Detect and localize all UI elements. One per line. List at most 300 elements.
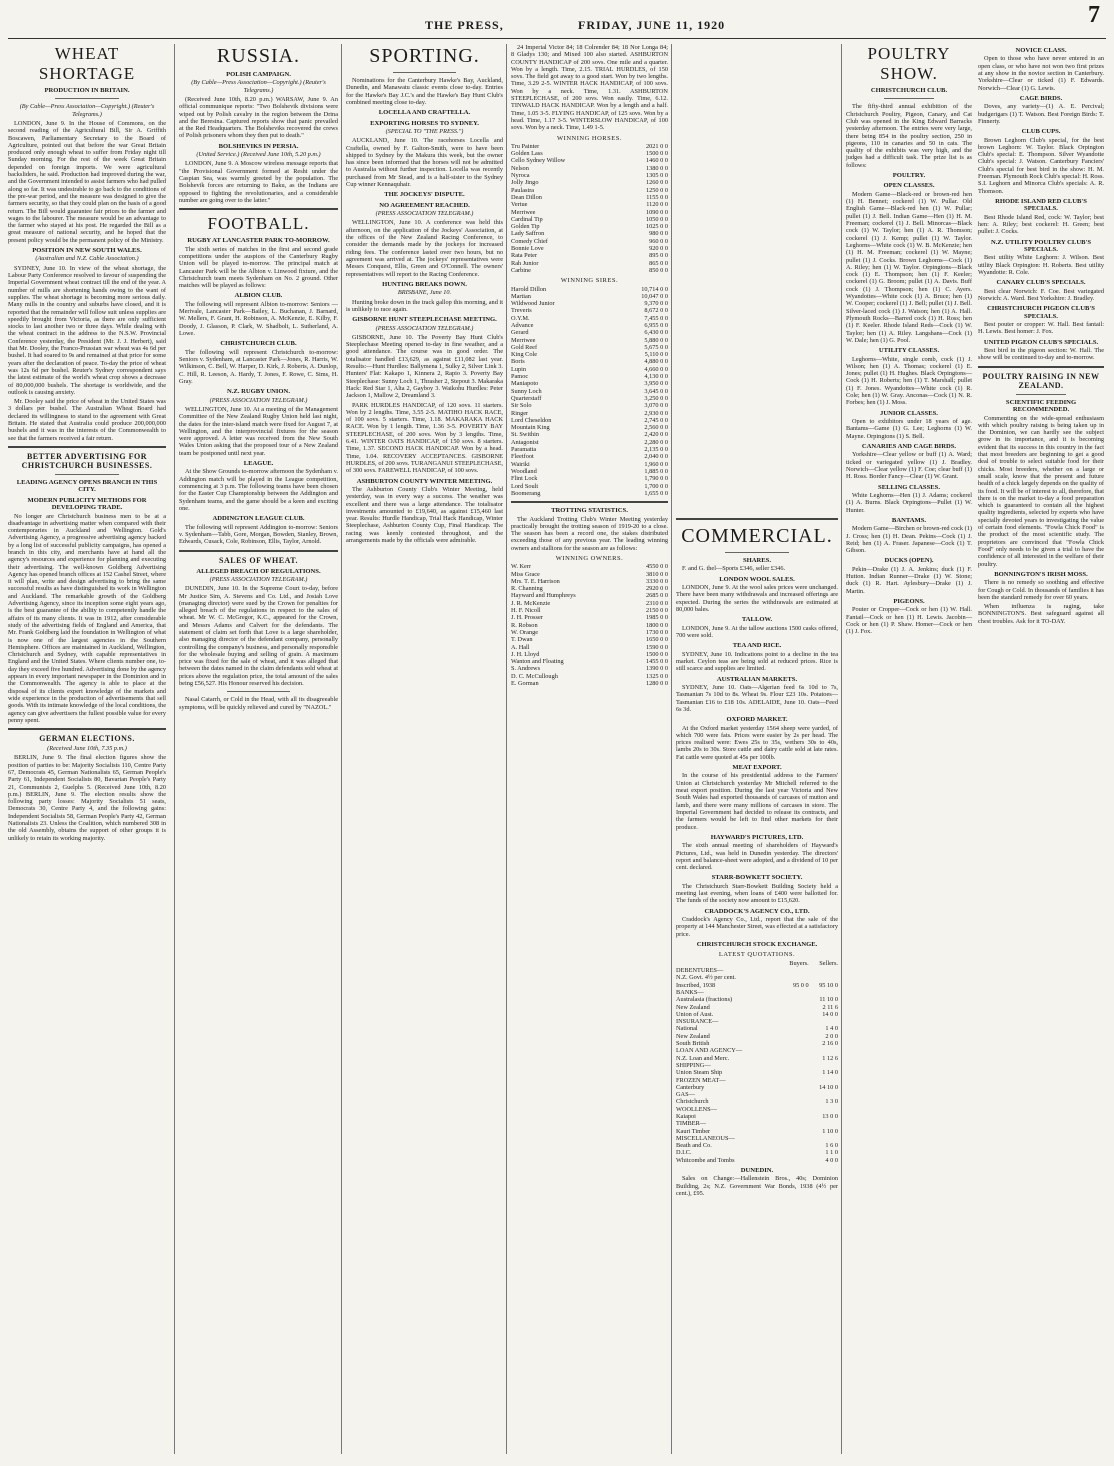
cage-birds-heading: CAGE BIRDS. <box>1019 94 1063 102</box>
sire-row <box>511 366 668 373</box>
selling-results: White Leghorns—Hen (1) J. Adams; cockerel (1) A. Burns. Black Orpingtons—Pullet (1) W. Hunter. <box>846 491 972 514</box>
horse-row <box>511 201 668 208</box>
column-2 <box>174 44 338 1454</box>
sire-row <box>511 344 668 351</box>
winning-owners-title: WINNING OWNERS. <box>555 555 624 562</box>
page-number: 7 <box>1088 2 1101 28</box>
exchange-row-label: DEBENTURES— <box>676 967 724 975</box>
masthead-rule <box>8 38 1106 39</box>
sire-row-value: 6,955 0 0 <box>644 321 668 329</box>
horse-row-label: Bonnie Love <box>511 245 544 253</box>
horse-row-label: Golden Lass <box>511 150 543 158</box>
horse-row-value: 1380 0 0 <box>645 164 668 172</box>
horse-row-label: Rata Peter <box>511 252 538 260</box>
owner-row-label: Mrs. T. E. Harrison <box>511 577 560 585</box>
poultry-intro: The fifty-third annual exhibition of the Christchurch Poultry, Pigeon, Canary, and Cat Club was opened in the King Edward Barracks yesterday afternoon. The entries were very large, there being 854 in the poultry section, 250 in pigeons, 110 in canaries and 50 in cats. The quality of the exhibits was very high, and the judges had a difficult task. The prize list is as follows: <box>846 103 972 169</box>
exchange-row-label: WOOLLENS— <box>676 1105 717 1113</box>
sire-row-label: Martian <box>511 292 531 300</box>
tea-body: SYDNEY, June 10. Indications point to a decline in the tea market. Ceylon teas are being sold at reduced prices. Rice is still scarce and supplies are limited. <box>676 650 838 673</box>
exchange-row-value <box>809 1047 838 1054</box>
exchange-row-value: 1 14 0 <box>822 1069 838 1077</box>
hunting-heading: HUNTING BREAKS DOWN. <box>382 280 467 288</box>
exchange-row-value <box>779 1047 809 1054</box>
owner-row-label: J. H. Prosser <box>511 614 543 622</box>
russia-headline: RUSSIA. <box>216 45 301 67</box>
hunting-credit: BRISBANE, June 10. <box>397 289 452 297</box>
exchange-row-value <box>779 1157 809 1164</box>
winning-horses-table <box>511 143 668 274</box>
sire-row <box>511 380 668 387</box>
exchange-row-value <box>809 1018 838 1025</box>
exchange-table <box>676 960 838 1164</box>
exchange-row <box>676 996 838 1003</box>
owner-row-value: 3330 0 0 <box>645 577 668 585</box>
owner-row <box>511 636 668 643</box>
horse-row <box>511 238 668 245</box>
novice-heading: NOVICE CLASS. <box>1015 47 1067 54</box>
wool-body: LONDON, June 9. At the wool sales prices were unchanged. There have been many withdrawals and increased offerings are expected. During the series the withdrawals are estimated at 80,000 bales. <box>676 584 838 613</box>
union-heading: N.Z. RUGBY UNION. <box>227 388 290 396</box>
exchange-row-label: South British <box>676 1040 710 1048</box>
exchange-row-value <box>779 1084 809 1091</box>
owner-row <box>511 571 668 578</box>
sire-row <box>511 475 668 482</box>
exchange-row-value <box>779 1135 809 1142</box>
exchange-row-value: 1 3 0 <box>825 1098 838 1106</box>
sire-row <box>511 402 668 409</box>
jockeys-body: WELLINGTON, June 10. A conference was held this afternoon, on the application of the Jockeys' Association, at the offices of the New Zealand Racing Conference, to consider the demands made by the jockeys for increased riding fees. The conference lasted over two hours, but no agreement was arrived at. The jockeys' representatives were Messrs Conquest, Ellis, Green and O'Connell. The owners' representatives will report to the Racing Conference. <box>346 219 503 278</box>
horse-row-value: 1050 0 0 <box>645 215 668 223</box>
owner-row-value: 1590 0 0 <box>645 643 668 651</box>
divider <box>179 550 338 552</box>
owner-row <box>511 607 668 614</box>
owner-row <box>511 563 668 570</box>
sire-row-label: Treveris <box>511 307 532 315</box>
australian-markets-heading: AUSTRALIAN MARKETS. <box>716 675 798 683</box>
sporting-intro: Nominations for the Canterbury Hawke's Bay, Auckland, Dunedin, and Manawatu classic events close to-day. Entries for the Hawke's Bay J.C.'s and the Hawke's Bay Hunt Club's combined meeting close to-day. <box>346 77 503 106</box>
irish-moss-heading: BONNINGTON'S IRISH MOSS. <box>994 570 1088 578</box>
sales-headline: SALES OF WHEAT. <box>219 555 298 565</box>
trotting-stats-body: The Auckland Trotting Club's Winter Meeting yesterday practically brought the trotting season of 1919-20 to a close. The season has been a record one, the stakes distributed exceeding those of any previous year. The leading winning owners and stallions for the season are as follows: <box>511 515 668 552</box>
horse-row-label: Nyroca <box>511 172 530 180</box>
exchange-row-value <box>809 1062 838 1069</box>
sire-row <box>511 461 668 468</box>
commercial-headline: COMMERCIAL. <box>681 525 833 547</box>
exchange-row-label: MISCELLANEOUS— <box>676 1134 735 1142</box>
league-heading: LEAGUE. <box>243 460 274 468</box>
sire-row-value: 1,885 0 0 <box>644 467 668 475</box>
sire-row-label: Wildwood Junior <box>511 300 555 308</box>
sire-row-label: Boomerang <box>511 489 541 497</box>
horse-row-value: 1305 0 0 <box>645 172 668 180</box>
sire-row-value: 2,560 0 0 <box>644 424 668 432</box>
sire-row-label: Lupin <box>511 365 527 373</box>
sire-row-value: 4,130 0 0 <box>644 373 668 381</box>
horse-row-label: Vertue <box>511 201 528 209</box>
winning-sires-table <box>511 286 668 498</box>
chch-body: The following will represent Christchurch to-morrow: Seniors v. Sydenham, at Lancaster Park—Jones, R. Harris, W. Wilkinson, C. Bell, W. Harper, D. Kirk, J. Roberts, A. Dunlop, C. Hill, R. Leeson, A. Hardy, T. Jones, F. Rowe, C. Sims, H. Gray. <box>179 348 338 385</box>
poultry-subcolumn-left <box>846 44 972 638</box>
nsw-headline: POSITION IN NEW SOUTH WALES. <box>32 247 142 255</box>
exchange-row <box>676 1106 838 1113</box>
sire-row-value: 7,455 0 0 <box>644 314 668 322</box>
owner-row <box>511 585 668 592</box>
owner-row-label: Miss Grace <box>511 570 540 578</box>
sire-row-label: Maniapoto <box>511 380 539 388</box>
sire-row <box>511 293 668 300</box>
exchange-row-value: 2 16 0 <box>822 1040 838 1048</box>
sire-row-value: 2,040 0 0 <box>644 453 668 461</box>
poultry-results: Modern Game—Black-red or brown-red hen (1) H. Bennet; cockerel (1) W. Pullar. Old English Game—Black-red hen (1) W. Pullar; pullet (1) J. Bell. Indian Game—Hen (1) H. M. Freeman; cockerel (1) J. Bell. Minorcas—Black cock (1) W. Taylor; hen (1) A. R. Thomson; cockerel (1) J. Kemp; pullet (1) W. Taylor. Leghorns—White cock (1) W. B. McKenzie; hen (1) H. M. Freeman; cockerel (1) W. Mayne; pullet (1) J. Cocks. Brown Leghorns—Cock (1) A. Riley; hen (1) W. Taylor. Orpingtons—Black cock (1) E. Thompson; hen (1) F. Keeler; cockerel (1) G. Broom; pullet (1) A. Davis. Buff cock (1) J. Thompson; hen (1) C. Ayers. Wyandottes—White cock (1) A. Bruce; hen (1) W. Cooper; cockerel (1) J. Bell; pullet (1) J. Bell. Silver-laced cock (1) J. Watson; hen (1) A. Hall. Plymouth Rocks—Barred cock (1) H. Ross; hen (1) F. Keeler. Rhode Island Reds—Cock (1) W. Taylor; hen (1) A. Riley. Langshans—Cock (1) W. Dale; hen (1) G. Pool. <box>846 190 972 344</box>
divider <box>179 208 338 210</box>
canary-club-results: Best clear Norwich: F. Coe. Best variegated Norwich: A. Ward. Best Yorkshire: J. Bradley. <box>978 287 1104 303</box>
hunting-body: Hunting broke down in the track gallop this morning, and it is unlikely to race again. <box>346 298 503 313</box>
exchange-row-value <box>779 1004 809 1011</box>
exchange-row <box>676 1062 838 1069</box>
nazol-advert: Nasal Catarrh, or Cold in the Head, with all its disagreeable symptoms, will be quickly relieved and cured by "NAZOL." <box>179 696 338 711</box>
sire-row-value: 2,135 0 0 <box>644 446 668 454</box>
owner-row <box>511 665 668 672</box>
addington-body: The following will represent Addington to-morrow: Seniors v. Sydenham—Tabb, Gore, Morgan, Bowden, Stanley, Brown, Edwards, Cusack, Cole, Robinson, Ellis, Taylor, Arnold. <box>179 523 338 546</box>
owner-row-value: 1650 0 0 <box>645 636 668 644</box>
horse-row-value: 895 0 0 <box>649 252 668 260</box>
poultry-section-heading: POULTRY. <box>892 172 926 180</box>
horse-row-label: Nelson <box>511 164 529 172</box>
owner-row-label: R. Robson <box>511 621 538 629</box>
exchange-row-value <box>779 996 809 1003</box>
exchange-row <box>676 1149 838 1156</box>
exchange-row <box>676 1098 838 1105</box>
exchange-row-value: 1 1 0 <box>825 1149 838 1157</box>
albion-body: The following will represent Albion to-morrow: Seniors — Merivale, Lancaster Park—Bailey, L. Buchanan, J. Barnard, W. Mellers, F. Grant, H. Robinson, A. McKenzie, E. Kilby, F. Doody, J. Glasson, P. Clark, W. Shadbolt, L. Sutherland, A. Lowe. <box>179 300 338 338</box>
sire-row-label: Sir Solo <box>511 402 532 410</box>
ashburton-heading: ASHBURTON COUNTY WINTER MEETING. <box>356 477 493 485</box>
owner-row-value: 1730 0 0 <box>645 628 668 636</box>
owner-row-value: 4550 0 0 <box>645 563 668 571</box>
exchange-col-buyers: Buyers. <box>789 959 809 967</box>
exchange-row <box>676 1128 838 1135</box>
sire-row <box>511 395 668 402</box>
exchange-row-label: D.I.C. <box>676 1149 692 1157</box>
russia-body: (Received June 10th, 8.20 p.m.) WARSAW, June 9. An official communique reports: "Two Bolshevik divisions were wiped out by Polish cavalry in the region between the Drina and the Beresina. Captured reports show that panic prevailed at the Red Headquarters. The Bolsheviks recovered the crews of Polish prisoners whom they then put to death." <box>179 96 338 140</box>
sire-row <box>511 446 668 453</box>
meat-heading: MEAT EXPORT. <box>732 764 782 772</box>
masthead <box>0 0 1114 40</box>
exchange-row-value <box>809 1077 838 1084</box>
tallow-body: LONDON, June 9. At the tallow auctions 1500 casks offered, 700 were sold. <box>676 624 838 639</box>
horse-row-label: Jolly Jingo <box>511 179 539 187</box>
exchange-row-label: TIMBER— <box>676 1120 707 1128</box>
pigeon-club-results: Best pouter or cropper: W. Hall. Best fantail: H. Lewis. Best homer: J. Fox. <box>978 321 1104 336</box>
winning-sires-title: WINNING SIRES. <box>560 277 619 285</box>
exchange-row-value <box>779 1018 809 1025</box>
horse-row-label: Paulastra <box>511 186 535 194</box>
horse-row-label: Comedy Chief <box>511 237 548 245</box>
sire-row-label: Gerard <box>511 329 529 337</box>
exchange-row-label: LOAN AND AGENCY— <box>676 1047 743 1055</box>
sire-row-value: 2,420 0 0 <box>644 431 668 439</box>
owner-row-value: 2920 0 0 <box>645 585 668 593</box>
exchange-row-value <box>779 1149 809 1156</box>
owner-row <box>511 592 668 599</box>
canary-club-heading: CANARY CLUB'S SPECIALS. <box>996 279 1086 287</box>
raising-headline: POULTRY RAISING IN NEW ZEALAND. <box>982 371 1100 390</box>
sire-row-value: 6,430 0 0 <box>644 329 668 337</box>
column-3 <box>341 44 503 1454</box>
sire-row-label: Advance <box>511 321 534 329</box>
open-classes-heading: OPEN CLASSES. <box>883 182 935 190</box>
sire-row-label: St. Swithin <box>511 431 539 439</box>
horse-row-label: Merriwee <box>511 208 536 216</box>
exchange-row-label: Canterbury <box>676 1083 705 1091</box>
exchange-row-label: Kauri Timber <box>676 1127 711 1135</box>
sire-row-value: 5,880 0 0 <box>644 336 668 344</box>
exchange-row-value <box>779 1142 809 1149</box>
horse-row-label: Lady Saffron <box>511 230 545 238</box>
owner-row <box>511 673 668 680</box>
canaries-results: Yorkshire—Clear yellow or buff (1) A. Ward; ticked or variegated yellow (1) J. Bradley. Norwich—Clear yellow (1) F. Coe; clear buff (1) H. Ross. Border Fancy—Clear (1) W. Grant. <box>846 451 972 481</box>
sire-row <box>511 483 668 490</box>
column-4 <box>506 44 668 1454</box>
exchange-row-label: Christchurch <box>676 1098 709 1106</box>
exchange-row-value: 11 10 0 <box>819 996 838 1004</box>
owner-row-value: 1280 0 0 <box>645 680 668 688</box>
owner-row-label: Wanton and Floating <box>511 658 564 666</box>
ducks-results: Pekin—Drake (1) J. A. Jenkins; duck (1) F. Hutton. Indian Runner—Drake (1) W. Stone; duck (1) R. Hart. Aylesbury—Drake (1) J. Martin. <box>846 565 972 595</box>
exchange-row <box>676 1157 838 1164</box>
addington-heading: ADDINGTON LEAGUE CLUB. <box>212 515 305 523</box>
sire-row-value: 1,700 0 0 <box>644 482 668 490</box>
sire-row-label: Pamoc <box>511 373 529 381</box>
sire-row <box>511 417 668 424</box>
exchange-row <box>676 1055 838 1062</box>
owner-row-value: 2685 0 0 <box>645 592 668 600</box>
irish-moss-end: When influenza is raging, take BONNINGTON'S. Best safeguard against all chest troubles. Ask for it TO-DAY. <box>978 603 1104 625</box>
exchange-row-value <box>809 989 838 996</box>
exchange-row-label: Beath and Co. <box>676 1142 712 1150</box>
column-5 <box>671 44 838 1454</box>
sire-row <box>511 439 668 446</box>
exchange-row-label: BANKS— <box>676 988 704 996</box>
australian-markets-body: SYDNEY, June 10. Oats—Algerian feed 6s 10d to 7s, Tasmanian 7s 10d to 8s. Wheat 9s. Flour £23 10s. Potatoes—Tasmanian £16 to £18 10s. ADELAIDE, June 10. Oats—Feed 6s 3d. <box>676 684 838 713</box>
horse-row <box>511 150 668 157</box>
exchange-row <box>676 1033 838 1040</box>
utility-heading: UTILITY CLASSES. <box>878 347 940 355</box>
poultry-subcolumn-right <box>978 44 1104 627</box>
exchange-row-label: Union Steam Ship <box>676 1069 723 1077</box>
horse-row-value: 1260 0 0 <box>645 179 668 187</box>
oxford-heading: OXFORD MARKET. <box>726 716 788 724</box>
exchange-row-value <box>779 1091 809 1098</box>
oxford-body: At the Oxford market yesterday 1564 sheep were yarded, of which 700 were fats. Prices were easier by 2s per head. The prices realised were: Ewes 25s to 35s, wethers 30s to 40s, lambs 20s to 30s. Store cattle and dairy cattle sold at late rates. Fat cattle were quoted at 45s per 100lb. <box>676 724 838 761</box>
chch-heading: CHRISTCHURCH CLUB. <box>220 340 297 348</box>
sire-row-value: 4,660 0 0 <box>644 365 668 373</box>
winning-owners-table <box>511 563 668 687</box>
wheat-headline: WHEAT SHORTAGE <box>38 44 136 83</box>
club-cups-heading: CLUB CUPS. <box>1021 128 1061 136</box>
horse-row <box>511 230 668 237</box>
owner-row <box>511 600 668 607</box>
horse-row-value: 1155 0 0 <box>646 193 668 201</box>
rir-heading: RHODE ISLAND RED CLUB'S SPECIALS. <box>995 197 1087 213</box>
exchange-row-value <box>779 1128 809 1135</box>
exchange-row <box>676 982 838 989</box>
exchange-row-value <box>809 1135 838 1142</box>
sire-row-value: 3,950 0 0 <box>644 380 668 388</box>
exchange-row <box>676 1091 838 1098</box>
exchange-row-label: Union of Aust. <box>676 1010 714 1018</box>
exchange-row-label: Kaiapoi <box>676 1112 696 1120</box>
column-5-spacer <box>676 44 838 514</box>
owner-row-label: A. Hall <box>511 643 530 651</box>
horse-row-value: 1250 0 0 <box>645 186 668 194</box>
horse-row <box>511 143 668 150</box>
exchange-row-value <box>779 1098 809 1105</box>
exchange-row-value <box>779 989 809 996</box>
bantams-heading: BANTAMS. <box>891 516 927 524</box>
export-body: AUCKLAND, June 10. The racehorses Locella and Craftella, owned by F. Galton-Smith, were to have been shipped to Sydney by the Makura this week, but the owner has since been informed that the horses will not be admitted to Australia without further inspection. Locella was recently purchased from Mr Stead, and is a half-sister to the Sydney Cup winner Kennaquhair. <box>346 137 503 189</box>
exchange-row <box>676 974 838 981</box>
horse-row <box>511 223 668 230</box>
locella-heading: LOCELLA AND CRAFTELLA. <box>378 109 471 117</box>
horse-row-value: 1460 0 0 <box>645 157 668 165</box>
exchange-row-value: 14 10 0 <box>819 1083 838 1091</box>
sire-row-value: 10,047 0 0 <box>641 292 668 300</box>
exchange-col-security <box>676 960 779 967</box>
exchange-row <box>676 1011 838 1018</box>
horse-row <box>511 194 668 201</box>
tea-heading: TEA AND RICE. <box>732 642 782 650</box>
sire-row-value: 1,790 0 0 <box>644 475 668 483</box>
owner-row-label: T. Dwan <box>511 636 533 644</box>
selling-heading: SELLING CLASSES. <box>878 483 940 491</box>
sire-row <box>511 424 668 431</box>
sire-row <box>511 468 668 475</box>
race-results: PARK HURDLES HANDICAP, of 120 sovs. 11 starters. Won by 2 lengths. Time, 3.55 2-5. MATIHO HACK RACE, of 100 sovs. 5 starters. Time, 1.18. MAKARAKA HACK RACE. Won by 1 length. Time, 1.36 3-5. POVERTY BAY STEEPLECHASE, of 200 sovs. Won by 3 lengths. Time, 6.41. WINTER OATS HANDICAP, of 150 sovs. 8 starters. Time, 1.37. SECOND HACK HANDICAP. Won by a head. Time, 1.04. RECOVERY ACCEPTANCES. GISBORNE HURDLES, of 200 sovs. TURANGANUI STEEPLECHASE, of 300 sovs. FAREWELL HANDICAP, of 100 sovs. <box>346 401 503 475</box>
hayward-heading: HAYWARD'S PICTURES, LTD. <box>710 833 804 841</box>
horse-row <box>511 245 668 252</box>
tallow-heading: TALLOW. <box>741 616 773 624</box>
owner-row-value: 1985 0 0 <box>645 614 668 622</box>
exchange-row-value <box>809 1106 838 1113</box>
owner-row-value: 1325 0 0 <box>645 672 668 680</box>
owner-row-value: 3810 0 0 <box>645 570 668 578</box>
horse-row <box>511 260 668 267</box>
sire-row-label: Ringer <box>511 409 529 417</box>
persia-body: LONDON, June 9. A Moscow wireless message reports that "the Provisional Government formed at Resht under the Caspian Sea, was warmly greeted by the population. The Bolshevik forces are returning to Baku, as the Indians are opposed to fighting the revolutionaries, and a considerable number are going over to the latter." <box>179 160 338 204</box>
sire-row-value: 2,280 0 0 <box>644 438 668 446</box>
export-heading: EXPORTING HORSES TO SYDNEY. <box>370 119 479 127</box>
shares-heading: SHARES. <box>742 557 772 564</box>
trotting-stats-headline: TROTTING STATISTICS. <box>551 507 628 515</box>
owner-row-value: 1800 0 0 <box>645 621 668 629</box>
exchange-row <box>676 1040 838 1047</box>
cradock-heading: CRADDOCK'S AGENCY CO., LTD. <box>704 907 810 915</box>
sire-row <box>511 351 668 358</box>
sire-row-label: Lord Cheseldon <box>511 416 552 424</box>
poultry-subhead: CHRISTCHURCH CLUB. <box>870 87 948 94</box>
exchange-row-value: 1 12 6 <box>822 1054 838 1062</box>
exchange-row-value: 14 0 0 <box>822 1010 838 1018</box>
divider <box>1016 394 1066 395</box>
owner-row <box>511 680 668 687</box>
horse-row-value: 1090 0 0 <box>645 208 668 216</box>
exchange-row-label: GAS— <box>676 1091 695 1099</box>
sire-row-label: Boris <box>511 358 525 366</box>
owner-row <box>511 644 668 651</box>
sporting-headline: SPORTING. <box>369 45 480 67</box>
exchange-row-value <box>809 1120 838 1127</box>
sire-row-value: 3,645 0 0 <box>644 387 668 395</box>
exchange-row-value <box>779 1113 809 1120</box>
exchange-row-value: 1 10 0 <box>822 1127 838 1135</box>
horse-row-label: Carbine <box>511 266 531 274</box>
sire-row-label: Woodland <box>511 467 537 475</box>
raising-body: Commenting on the wide-spread enthusiasm with which poultry raising is being taken up in the Dominion, we can hardly see the subject grow in its importance, and it is becoming evident that its success in this country in the fact that most breeders are beginning to get a good deal of trouble to select suitable food for their chicks. Most breeders, whether on a large or small scale, know that the present and future health of a chick largely depends on the quality of its food. It will be of interest to all, therefore, that there is on the market to-day a food preparation which is guaranteed to contain all the highest quality ingredients, selected by experts who have specially devoted years to investigating the value of certain food elements. "Fowla Chick Food" is the product of the most scientific study. The proprietors are convinced that "Fowla Chick Food" only needs to be given a trial to have the confidence of all interested in the welfare of their poultry. <box>978 414 1104 568</box>
divider <box>55 474 118 475</box>
exchange-row-label: Australasia (fractions) <box>676 996 733 1004</box>
nz-utility-results: Best utility White Leghorn: J. Wilson. Best utility Black Orpington: H. Roberts. Best utility Wyandotte: R. Cole. <box>978 254 1104 277</box>
horse-row-label: Cardinal Tip <box>511 215 543 223</box>
owner-row <box>511 614 668 621</box>
exchange-row <box>676 1120 838 1127</box>
sire-row-value: 4,880 0 0 <box>644 358 668 366</box>
exchange-row-value <box>779 1062 809 1069</box>
owner-row-label: J. H. Lloyd <box>511 650 540 658</box>
divider <box>55 98 118 99</box>
exchange-row-label: N.Z. Govt. 4½ per cent. <box>676 974 736 982</box>
divider <box>725 552 790 553</box>
ashburton-body: The Ashburton County Club's Winter Meeting, held yesterday, was in every way a success. The weather was excellent and there was a large attendance. The totalisator investments amounted to £19,640, as against £15,460 last year. Results: Hurdle Handicap, Trial Hack Handicap, Winter Steeplechase, Ashburton County Cup, Final Handicap. The racing was keenly contested throughout, and the arrangements made by the officials were admirable. <box>346 485 503 544</box>
russia-credit: (By Cable—Press Association—Copyright.) (Reuter's Telegrams.) <box>191 79 326 94</box>
exchange-row <box>676 1069 838 1076</box>
divider <box>511 501 668 503</box>
club-cups-results: Brown Leghorn Club's special, for the best brown Leghorn: W. Taylor. Black Orpington Club's special: E. Thompson. Silver Wyandotte Club's special: J. Watson. Canterbury Fanciers' Club's special for best bird in the show: H. M. Freeman. Plymouth Rock Club's special: H. Ross. S.I. Leghorn and Minorca Club's specials: A. R. Thomson. <box>978 136 1104 195</box>
exchange-row-value: 2 11 6 <box>822 1003 838 1011</box>
horse-row-label: Rah Junior <box>511 259 539 267</box>
sire-row <box>511 315 668 322</box>
sire-row-label: Flint Lock <box>511 475 538 483</box>
poultry-headline: POULTRY SHOW. <box>867 44 951 83</box>
horse-row <box>511 172 668 179</box>
horse-row <box>511 209 668 216</box>
union-credit: (PRESS ASSOCIATION TELEGRAM.) <box>209 396 308 404</box>
horse-row <box>511 157 668 164</box>
horse-row <box>511 216 668 223</box>
irish-moss-body: There is no remedy so soothing and effective for Cough or Cold. In thousands of families it has been the standard remedy for over 60 years. <box>978 579 1104 601</box>
exchange-row-label: New Zealand <box>676 1003 710 1011</box>
nsw-body-2: Mr. Dooley said the price of wheat in the United States was 3 dollars per bushel. The Australian Wheat Board had declared its willingness to stand to the agreement with Great Britain. He stated that Australia could produce 200,000,000 bushels and it was in the interests of the Commonwealth to see that the farmers received a fair return. <box>8 398 166 442</box>
exchange-row-value: 95 10 0 <box>819 981 838 989</box>
exchange-row <box>676 1135 838 1142</box>
owner-row-label: J. R. McKenzie <box>511 599 551 607</box>
exchange-row <box>676 967 838 974</box>
horse-row <box>511 252 668 259</box>
sire-row-value: 5,110 0 0 <box>644 351 668 359</box>
exchange-row-label: National <box>676 1025 698 1033</box>
sire-row-label: Harold Dillon <box>511 285 547 293</box>
owner-row-label: S. Andrews <box>511 665 541 673</box>
german-headline: GERMAN ELECTIONS. <box>39 734 135 744</box>
sire-row-value: 1,960 0 0 <box>644 460 668 468</box>
football-subhead: RUGBY AT LANCASTER PARK TO-MORROW. <box>187 237 330 245</box>
canaries-heading: CANARIES AND CAGE BIRDS. <box>861 442 957 450</box>
novice-results: Open to those who have never entered in an open class, or who have not won two first prizes at any show in the novice section in Canterbury. Yorkshire—Clear or ticked (1) F. Edwards. Norwich—Clear (1) G. Lewis. <box>978 55 1104 92</box>
horse-row-value: 1120 0 0 <box>646 201 668 209</box>
hayward-body: The sixth annual meeting of shareholders of Hayward's Pictures, Ltd., was held in Dunedin yesterday. The directors' report and balance-sheet were adopted, and a dividend of 10 per cent. declared. <box>676 842 838 872</box>
sire-row-label: Gold Reef <box>511 343 538 351</box>
exchange-row-label: Whitcombe and Tombs <box>676 1156 735 1164</box>
